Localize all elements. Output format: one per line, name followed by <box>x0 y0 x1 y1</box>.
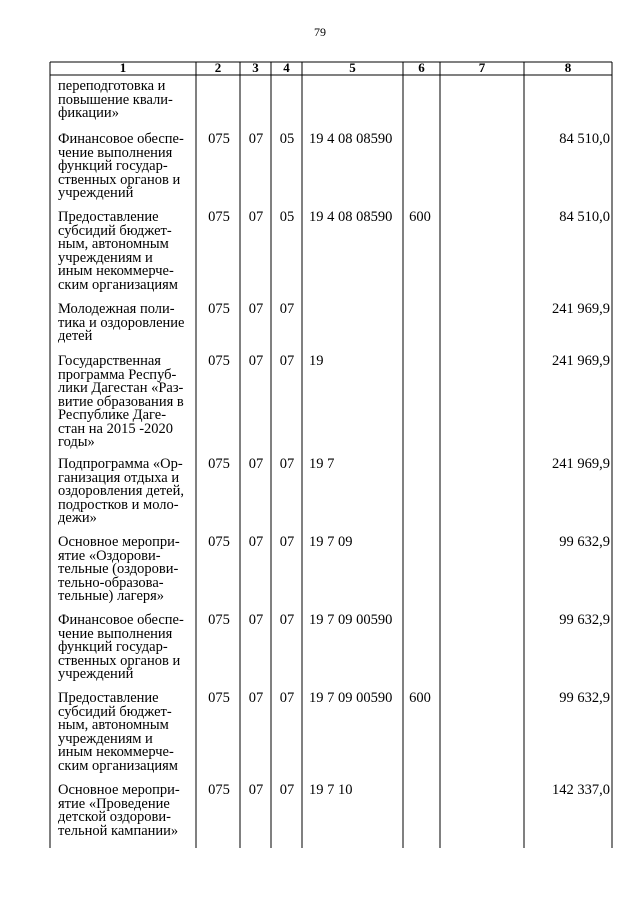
row-2-col-2: 075 <box>208 209 230 225</box>
description-line: детей <box>58 328 93 344</box>
description-line: субсидий бюджет- <box>58 703 172 720</box>
row-8-description <box>58 692 198 773</box>
description-line: тельной кампании» <box>58 822 179 839</box>
row-2-col-3: 07 <box>248 209 264 225</box>
row-2-col-4: 05 <box>279 209 295 225</box>
description-line: витие образования в <box>58 393 184 410</box>
description-line: лики Дагестан «Раз- <box>58 380 184 396</box>
row-2-col-6: 600 <box>409 209 431 225</box>
description-line: Основное меропри- <box>58 782 180 798</box>
row-9-col-4: 07 <box>279 782 295 798</box>
row-1-col-4: 05 <box>279 131 295 147</box>
row-4-col-3: 07 <box>248 353 264 369</box>
description-line: фикации» <box>58 105 119 121</box>
page-number: 79 <box>314 25 326 39</box>
row-6-description <box>58 536 198 604</box>
header-col-2: 2 <box>214 60 222 75</box>
row-7-col-3: 07 <box>248 612 264 628</box>
description-line: учреждениям и <box>58 249 153 266</box>
description-line: оздоровления детей, <box>58 483 184 499</box>
row-6-col-8: 99 632,9 <box>559 534 610 550</box>
header-col-8: 8 <box>564 60 572 75</box>
description-line: иным некоммерче- <box>58 263 174 279</box>
description-line: Финансовое обеспе- <box>58 131 184 147</box>
row-5-col-4: 07 <box>279 456 295 472</box>
description-line: подростков и моло- <box>58 496 179 513</box>
description-line: ным, автономным <box>58 236 169 252</box>
row-4-col-8: 241 969,9 <box>552 353 610 369</box>
row-8-col-3: 07 <box>248 690 264 706</box>
description-line: тика и оздоровление <box>58 314 185 331</box>
row-4-col-5: 19 <box>309 353 324 369</box>
description-line: чение выполнения <box>58 144 173 161</box>
row-3-col-4: 07 <box>279 301 295 317</box>
description-line: Государственная <box>58 353 161 369</box>
description-line: иным некоммерче- <box>58 744 174 760</box>
row-8-col-5: 19 7 09 00590 <box>309 690 393 706</box>
description-line: Предоставление <box>58 209 159 225</box>
description-line: учреждений <box>58 185 134 201</box>
description-line: ственных органов и <box>58 171 181 188</box>
description-line: Подпрограмма «Ор- <box>58 456 183 472</box>
row-5-col-2: 075 <box>208 456 230 472</box>
description-line: чение выполнения <box>58 625 173 642</box>
row-9-description <box>58 784 198 838</box>
row-6-col-4: 07 <box>279 534 295 550</box>
description-line: ственных органов и <box>58 652 181 669</box>
row-6-col-5: 19 7 09 <box>309 534 353 550</box>
header-col-4: 4 <box>283 60 290 75</box>
description-line: повышение квали- <box>58 91 173 108</box>
description-line: Основное меропри- <box>58 534 180 550</box>
header-col-7: 7 <box>478 60 486 75</box>
description-line: ским организациям <box>58 276 178 293</box>
row-9-col-3: 07 <box>248 782 264 798</box>
row-8-col-8: 99 632,9 <box>559 690 610 706</box>
description-line: годы» <box>58 434 95 450</box>
row-7-col-4: 07 <box>279 612 295 628</box>
description-line: программа Респуб- <box>58 366 177 383</box>
description-line: ским организациям <box>58 757 178 774</box>
header-col-6: 6 <box>418 60 425 75</box>
description-line: ятие «Оздорови- <box>58 547 161 564</box>
description-line: ным, автономным <box>58 717 169 733</box>
row-2-col-8: 84 510,0 <box>559 209 610 225</box>
description-line: учреждений <box>58 666 134 682</box>
row-0-description <box>58 80 198 121</box>
description-line: функций государ- <box>58 639 168 655</box>
description-line: стан на 2015 -2020 <box>58 420 174 437</box>
row-2-col-5: 19 4 08 08590 <box>309 209 393 225</box>
description-line: детской оздорови- <box>58 809 171 825</box>
row-8-col-6: 600 <box>409 690 431 706</box>
row-2-description <box>58 211 198 292</box>
description-line: ганизация отдыха и <box>58 469 180 486</box>
row-3-col-8: 241 969,9 <box>552 301 610 317</box>
description-line: ятие «Проведение <box>58 795 170 812</box>
row-9-col-5: 19 7 10 <box>309 782 353 798</box>
row-7-col-8: 99 632,9 <box>559 612 610 628</box>
description-line: тельные) лагеря» <box>58 588 165 604</box>
description-line: Финансовое обеспе- <box>58 612 184 628</box>
row-8-col-4: 07 <box>279 690 295 706</box>
row-5-col-3: 07 <box>248 456 264 472</box>
row-1-col-5: 19 4 08 08590 <box>309 131 393 147</box>
row-3-description <box>58 303 198 344</box>
row-5-col-5: 19 7 <box>309 456 335 472</box>
row-4-col-2: 075 <box>208 353 230 369</box>
row-8-col-2: 075 <box>208 690 230 706</box>
row-7-description <box>58 614 198 682</box>
description-line: Молодежная поли- <box>58 301 175 317</box>
row-1-col-8: 84 510,0 <box>559 131 610 147</box>
header-col-3: 3 <box>252 60 259 75</box>
description-line: дежи» <box>58 510 97 526</box>
row-6-col-3: 07 <box>248 534 264 550</box>
description-line: тельно-образова- <box>58 574 164 591</box>
description-line: субсидий бюджет- <box>58 222 172 239</box>
row-6-col-2: 075 <box>208 534 230 550</box>
row-7-col-2: 075 <box>208 612 230 628</box>
row-5-description <box>58 458 198 526</box>
row-7-col-5: 19 7 09 00590 <box>309 612 393 628</box>
description-line: переподготовка и <box>58 78 166 94</box>
description-line: тельные (оздорови- <box>58 561 179 577</box>
row-3-col-2: 075 <box>208 301 230 317</box>
header-col-5: 5 <box>349 60 356 75</box>
row-4-description <box>58 355 198 450</box>
header-col-1: 1 <box>119 60 127 75</box>
row-9-col-8: 142 337,0 <box>552 782 610 798</box>
description-line: Предоставление <box>58 690 159 706</box>
row-3-col-3: 07 <box>248 301 264 317</box>
row-1-description <box>58 133 198 201</box>
description-line: Республике Даге- <box>58 407 167 423</box>
row-9-col-2: 075 <box>208 782 230 798</box>
row-1-col-2: 075 <box>208 131 230 147</box>
row-5-col-8: 241 969,9 <box>552 456 610 472</box>
row-1-col-3: 07 <box>248 131 264 147</box>
description-line: функций государ- <box>58 158 168 174</box>
row-4-col-4: 07 <box>279 353 295 369</box>
description-line: учреждениям и <box>58 730 153 747</box>
